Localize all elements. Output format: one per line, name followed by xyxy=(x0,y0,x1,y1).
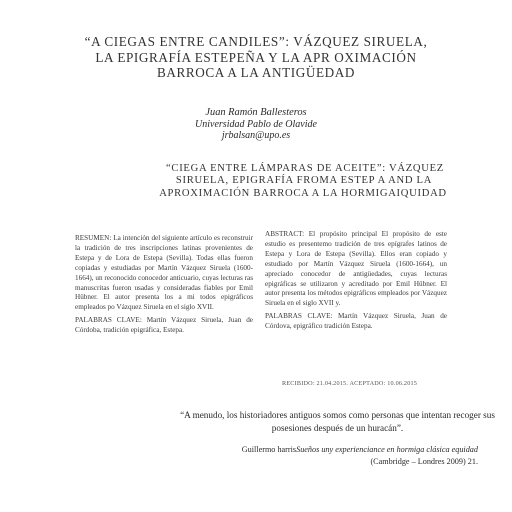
epigraph-cite-publication: (Cambridge – Londres 2009) 21. xyxy=(370,457,478,467)
title-en-line-3: APROXIMACIÓN BARROCA A LA HORMIGAIQUIDAD xyxy=(159,187,447,199)
epigraph-quote: “A menudo, los historiadores antiguos somos como personas que intentan recoger sus posesiones después de un huracán”. xyxy=(180,410,495,433)
title-es-line-3: BARROCA A LA ANTIGÜEDAD xyxy=(156,65,356,80)
epigraph-citation xyxy=(158,444,478,469)
title-en-line-1: “CIEGA ENTRE LÁMPARAS DE ACEITE”: VÁZQUEZ xyxy=(166,163,444,174)
author-email: jrbalsan@upo.es xyxy=(221,130,291,141)
author-block xyxy=(0,107,512,142)
epigraph-cite-title: Sueños uny experienciance en hormiga clásica equidad xyxy=(296,445,478,454)
title-es-line-1: “A CIEGAS ENTRE CANDILES”: VÁZQUEZ SIRUELA, xyxy=(84,34,428,49)
epigraph-cite-author: Guillermo harris xyxy=(241,445,297,454)
abstract-es-keywords: PALABRAS CLAVE: Martín Vázquez Siruela, Juan de Córdoba, tradición epigráfica, Estepa. xyxy=(75,316,253,335)
article-title-english xyxy=(150,163,460,200)
article-title-spanish xyxy=(0,34,512,81)
author-name: Juan Ramón Ballesteros xyxy=(205,107,307,118)
received-accepted-dates: RECIBIDO: 21.04.2015. ACEPTADO: 10.06.2015 xyxy=(282,380,418,387)
title-en-line-2: SIRUELA, EPIGRAFÍA FROMA ESTEP A AND LA xyxy=(175,175,433,187)
title-es-line-2: LA EPIGRAFÍA ESTEPEÑA Y LA APR OXIMACIÓN xyxy=(95,49,417,65)
abstract-spanish xyxy=(75,234,253,336)
author-affiliation: Universidad Pablo de Olavide xyxy=(195,118,317,130)
abstract-es-text: RESUMEN: La intención del siguiente artículo es reconstruir la tradición de tres inscripciones latinas provenientes de Estepa y de Lora de Estepa (Sevilla). Todas ellas fueron copiadas y estudiadas por Martín Vázquez Siruela (1600-1664), un reconocido conocedor anticuario, cuyas lecturas ras manuscritas fueron usadas y consideradas fiables por Emil Hübner. El autor presenta los a mi todos epigráficos empleados po Vázquez Siruela en el siglo XVII. xyxy=(75,234,253,312)
abstract-en-keywords: PALABRAS CLAVE: Martín Vázquez Siruela, Juan de Córdova, epigráfico tradición Estepa. xyxy=(265,312,447,331)
abstract-english xyxy=(265,230,447,332)
abstract-en-text: ABSTRACT: El propósito principal El propósito de este estudio es presentemo tradición de tres epígrafes latinos de Estepa y Lora de Estepa (Sevilla). Ellos eran copiado y estudiado por Martín Vázquez Siruela (1600-1664), un apreciado conocedor de antigüedades, cuyas lecturas epigráficas se utilizaron y acreditado por Emil Hübner. El autor presenta los métodos epigráficos empleados por Vázquez Siruela en el siglo XVII y. xyxy=(265,230,447,308)
